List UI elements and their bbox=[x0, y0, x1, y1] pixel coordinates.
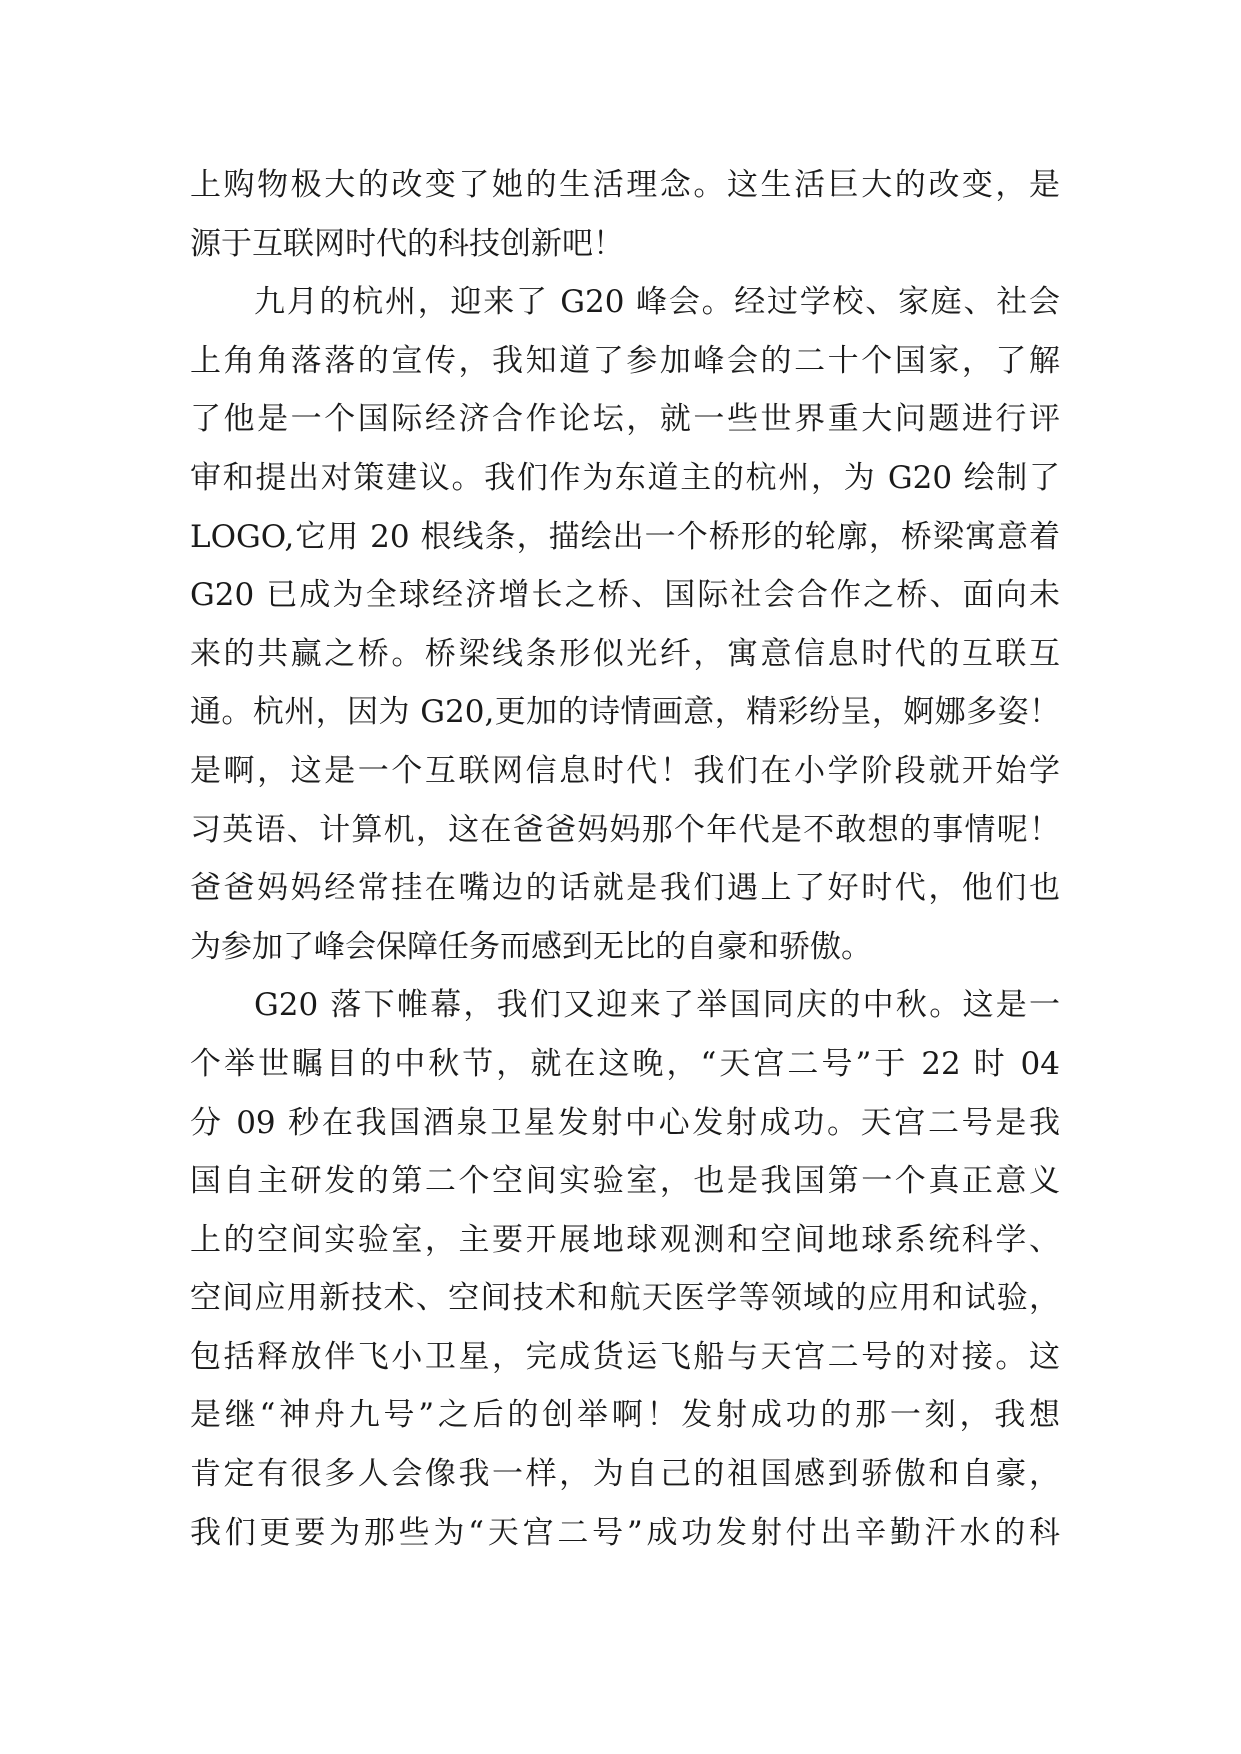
text-line: 源于互联网时代的科技创新吧！ bbox=[190, 225, 624, 262]
text-line: 是啊，这是一个互联网信息时代！我们在小学阶段就开始学 bbox=[190, 752, 1060, 789]
paragraph-start-line: 九月的杭州，迎来了 G20 峰会。经过学校、家庭、社会 bbox=[254, 284, 1060, 321]
text-line: 国自主研发的第二个空间实验室，也是我国第一个真正意义 bbox=[190, 1163, 1060, 1200]
text-line: 上购物极大的改变了她的生活理念。这生活巨大的改变，是 bbox=[190, 167, 1060, 203]
text-line: 空间应用新技术、空间技术和航天医学等领域的应用和试验， bbox=[190, 1280, 1060, 1317]
text-line: 来的共赢之桥。桥梁线条形似光纤，寓意信息时代的互联互 bbox=[190, 635, 1060, 672]
text-line: 爸爸妈妈经常挂在嘴边的话就是我们遇上了好时代，他们也 bbox=[190, 870, 1060, 907]
text-line: 为参加了峰会保障任务而感到无比的自豪和骄傲。 bbox=[190, 928, 872, 965]
text-line: 是继“神舟九号”之后的创举啊！发射成功的那一刻，我想 bbox=[190, 1397, 1060, 1434]
paragraph-start-line: G20 落下帷幕，我们又迎来了举国同庆的中秋。这是一 bbox=[254, 987, 1060, 1024]
body-text bbox=[190, 156, 1060, 1562]
text-line: 审和提出对策建议。我们作为东道主的杭州，为 G20 绘制了 bbox=[190, 459, 1060, 496]
text-line: 我们更要为那些为“天宫二号”成功发射付出辛勤汗水的科 bbox=[190, 1514, 1060, 1551]
text-line: 上角角落落的宣传，我知道了参加峰会的二十个国家，了解 bbox=[190, 342, 1060, 379]
text-line: LOGO,它用 20 根线条，描绘出一个桥形的轮廓，桥梁寓意着 bbox=[190, 518, 1060, 555]
text-line: 上的空间实验室，主要开展地球观测和空间地球系统科学、 bbox=[190, 1221, 1060, 1258]
text-line: 肯定有很多人会像我一样，为自己的祖国感到骄傲和自豪， bbox=[190, 1456, 1060, 1493]
text-line: 通。杭州，因为 G20,更加的诗情画意，精彩纷呈，婀娜多姿！ bbox=[190, 694, 1060, 731]
text-line: 习英语、计算机，这在爸爸妈妈那个年代是不敢想的事情呢！ bbox=[190, 811, 1060, 848]
text-line: 包括释放伴飞小卫星，完成货运飞船与天宫二号的对接。这 bbox=[190, 1338, 1060, 1375]
text-line: 个举世瞩目的中秋节，就在这晚，“天宫二号”于 22 时 04 bbox=[190, 1045, 1060, 1082]
text-line: 了他是一个国际经济合作论坛，就一些世界重大问题进行评 bbox=[190, 401, 1060, 438]
text-line: G20 已成为全球经济增长之桥、国际社会合作之桥、面向未 bbox=[190, 577, 1060, 614]
text-line: 分 09 秒在我国酒泉卫星发射中心发射成功。天宫二号是我 bbox=[190, 1104, 1060, 1141]
